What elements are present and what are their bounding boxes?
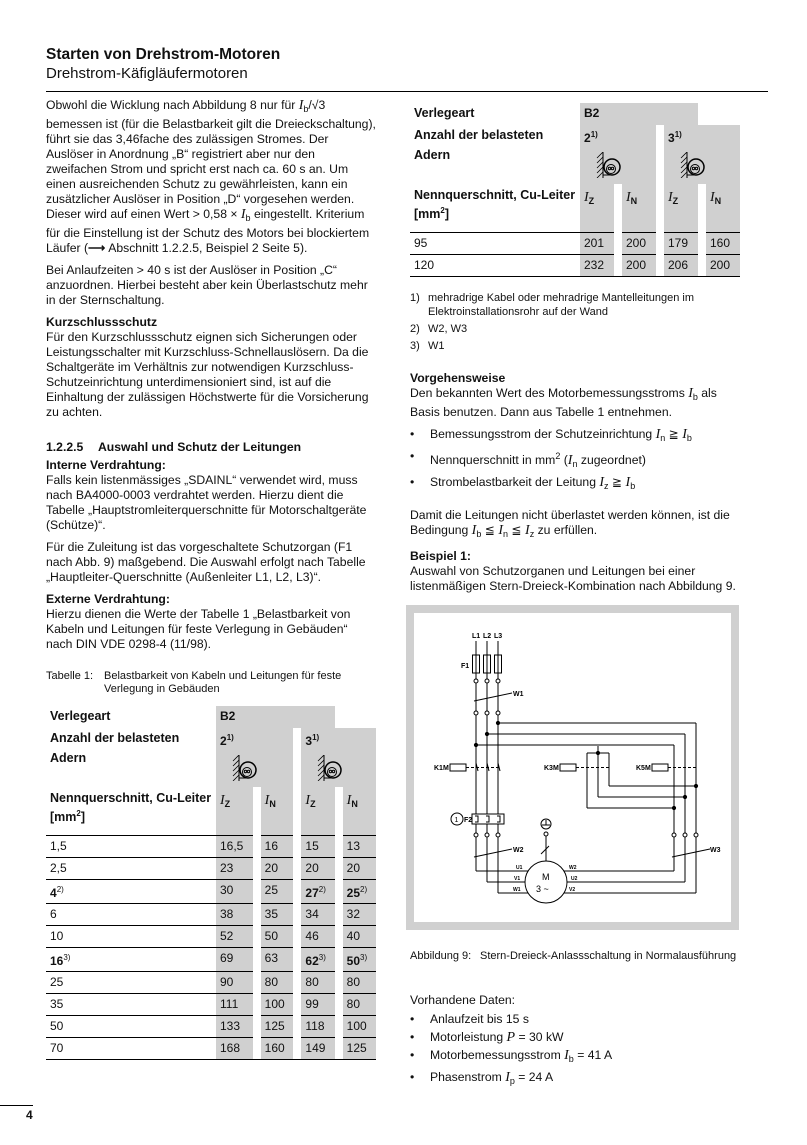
kurzschluss-heading: Kurzschlussschutz — [46, 315, 158, 329]
list-item: • Motorbemessungsstrom $I_b = 41$ A — [410, 1048, 613, 1064]
label-k1m: K1M — [434, 765, 449, 772]
footnote: 3) W1 — [410, 339, 445, 352]
star-delta-circuit-diagram — [406, 605, 739, 930]
intro-paragraph: Obwohl die Wicklung nach Abbildung 8 nur für $I_b/√3$ bemessen ist (für die Belastbarkeit gilt die Dreieckschaltung), führt sie das 3,46fache des zulässigen Stromes. Der Auslöser in Anordnung „B“ registriert aber nur den zweifachen Strom und spricht erst nach ca. 60 s an. Um einen ausreichenden Schutz zu gewährleisten, kann ein zusätzlicher Auslöser in Position „D“ vorgesehen werden. Dieser wird auf einen Wert > $0,58 \times I_b$ eingestellt. Kriterium für die Einstellung ist der Schutz des Motors bei blockiertem Läufer (⟶ Abschnitt 1.2.2.5, Beispiel 2 Seite 5). — [46, 98, 376, 255]
value-cell: 40 — [343, 925, 376, 947]
cross-section-cell: 70 — [46, 1037, 216, 1059]
extern-paragraph: Hierzu dienen die Werte der Tabelle 1 „Belastbarkeit von Kabeln und Leitungen für feste Verlegung in Gebäuden“ nach DIN VDE 0298-4 (11/98). — [46, 607, 351, 651]
value-cell: 80 — [343, 993, 376, 1015]
page-number: 4 — [26, 1108, 33, 1122]
value-cell: 20 — [343, 857, 376, 879]
value-cell: 15 — [301, 835, 334, 857]
terminal-u2: U2 — [571, 876, 578, 882]
value-cell: 46 — [301, 925, 334, 947]
header-row-adern: Anzahl der belasteten Adern 2$^{1)}$ 3$^{1)}$ — [46, 728, 376, 787]
footnote: 2) W2, W3 — [410, 322, 468, 335]
header-row-nenn: Nennquerschnitt, Cu-Leiter $[mm^2]$ $I_Z$ $I_N$ $I_Z$ $I_N$ — [46, 787, 376, 835]
value-cell: 25$^{2)}$ — [343, 879, 376, 903]
cross-section-cell: 35 — [46, 993, 216, 1015]
list-item: • Phasenstrom $I_p = 24$ A — [410, 1070, 554, 1086]
table-row — [46, 857, 376, 879]
arrow-right-icon: ⟶ — [88, 241, 106, 255]
value-cell: 200 — [622, 254, 656, 276]
value-cell: 133 — [216, 1015, 253, 1037]
header-row-verlegeart: Verlegeart B2 — [46, 706, 376, 728]
value-cell: 90 — [216, 971, 253, 993]
header-row-verlegeart: Verlegeart B2 — [410, 103, 740, 125]
procedure-list — [410, 427, 740, 494]
value-cell: 100 — [261, 993, 294, 1015]
footnotes — [410, 291, 740, 353]
cross-section-cell: 2,5 — [46, 857, 216, 879]
value-cell: 32 — [343, 903, 376, 925]
label-motor-phase: 3 ~ — [536, 884, 549, 894]
value-cell: 13 — [343, 835, 376, 857]
cable-wall-icon — [230, 755, 289, 787]
label-l1: L1 — [472, 633, 481, 640]
table-row — [46, 1037, 376, 1059]
page-title: Starten von Drehstrom-Motoren — [46, 46, 281, 63]
terminal-w2: W2 — [569, 865, 577, 871]
value-cell: 125 — [261, 1015, 294, 1037]
list-item: • Nennquerschnitt in $mm^2$ ($I_n$ zugeordnet) — [410, 448, 646, 469]
label-w2: W2 — [513, 847, 524, 854]
footnote: 1) mehradrige Kabel oder mehradrige Mantelleitungen im Elektroinstallationsrohr auf der Wand — [410, 291, 694, 318]
value-cell: 200 — [622, 232, 656, 254]
list-item: • Strombelastbarkeit der Leitung $I_z$ ≧ $I_b$ — [410, 474, 636, 491]
label-l3: L3 — [494, 633, 503, 640]
table-caption: Tabelle 1: Belastbarkeit von Kabeln und Leitungen für feste Verlegung in Gebäuden — [46, 670, 342, 695]
cross-section-cell: 6 — [46, 903, 216, 925]
daten-list — [410, 1012, 740, 1089]
label-w3: W3 — [710, 847, 721, 854]
value-cell: 149 — [301, 1037, 334, 1059]
kurzschluss-paragraph: Für den Kurzschlussschutz eignen sich Sicherungen oder Leistungsschalter mit Kurzschluss-Schnellauslösern. Da die Schaltgeräte im Verhältnis zur notwendigen Kurzschluss-Schutzeinrichtung unterdimensioniert sind, ist auf die Einhaltung der zulässigen Höchstwerte für die Vorsicherung zu achten. — [46, 330, 369, 419]
value-cell: 80 — [343, 971, 376, 993]
value-cell: 20 — [261, 857, 294, 879]
figure-caption: Abbildung 9: Stern-Dreieck-Anlassschaltung in Normalausführung — [410, 950, 737, 962]
cross-section-cell: 120 — [410, 254, 580, 276]
beispiel-paragraph: Auswahl von Schutzorganen und Leitungen bei einer listenmäßigen Stern-Dreieck-Kombination nach Abbildung 9. — [410, 563, 736, 593]
label-f2: F2 — [464, 817, 473, 824]
terminal-v2: V2 — [569, 887, 576, 893]
value-cell: 160 — [261, 1037, 294, 1059]
value-cell: 16,5 — [216, 835, 253, 857]
value-cell: 179 — [664, 232, 698, 254]
value-cell: 200 — [706, 254, 740, 276]
value-cell: 118 — [301, 1015, 334, 1037]
value-cell: 99 — [301, 993, 334, 1015]
label-w1: W1 — [513, 691, 524, 698]
label-f1: F1 — [461, 663, 470, 670]
value-cell: 30 — [216, 879, 253, 903]
value-cell: 35 — [261, 903, 294, 925]
value-cell: 20 — [301, 857, 334, 879]
daten-heading: Vorhandene Daten: — [410, 993, 516, 1007]
label-l2: L2 — [483, 633, 492, 640]
terminal-u1: U1 — [516, 865, 523, 871]
header-row-adern: Anzahl der belasteten Adern 2$^{1)}$ 3$^{1)}$ — [410, 125, 740, 184]
footer-divider — [0, 1105, 33, 1106]
cross-section-cell: 50 — [46, 1015, 216, 1037]
cross-section-cell: 10 — [46, 925, 216, 947]
terminal-w1: W1 — [513, 887, 521, 893]
value-cell: 52 — [216, 925, 253, 947]
value-cell: 50$^{3)}$ — [343, 947, 376, 971]
figure-and-data — [410, 950, 740, 1099]
cross-section-cell: 1,5 — [46, 835, 216, 857]
value-cell: 16 — [261, 835, 294, 857]
header-divider — [46, 91, 768, 92]
vorgehen-heading: Vorgehensweise — [410, 370, 506, 385]
section-heading: 1.2.2.5 Auswahl und Schutz der Leitungen — [46, 440, 302, 454]
list-item: • Anlaufzeit bis 15 s — [410, 1012, 529, 1026]
intern-paragraph: Falls kein listenmässiges „SDAINL“ verwendet wird, muss nach BA4000-0003 verdrahtet werden. Hierzu dient die Tabelle „Hauptstromleiterquerschnitte für Motorschaltgeräte (Schütze)“. — [46, 473, 367, 532]
page-subtitle: Drehstrom-Käfigläufermotoren — [46, 65, 248, 82]
table-row — [410, 232, 740, 254]
right-column — [410, 103, 740, 601]
table-row — [46, 879, 376, 903]
beispiel-heading: Beispiel 1: — [410, 548, 471, 563]
label-marker-1: 1 — [454, 817, 459, 824]
cross-section-cell: 4$^{2)}$ — [46, 879, 216, 903]
cable-capacity-table — [46, 706, 376, 1060]
value-cell: 201 — [580, 232, 614, 254]
value-cell: 25 — [261, 879, 294, 903]
table-row — [46, 971, 376, 993]
left-column — [46, 98, 376, 1060]
value-cell: 27$^{2)}$ — [301, 879, 334, 903]
value-cell: 63 — [261, 947, 294, 971]
extern-heading: Externe Verdrahtung: — [46, 592, 170, 606]
table-row — [46, 1015, 376, 1037]
cable-wall-icon — [678, 152, 736, 184]
damit-paragraph: Damit die Leitungen nicht überlastet werden können, ist die Bedingung $I_b$ ≦ $I_n$ ≦ $I_z$ zu erfüllen. — [410, 507, 730, 539]
cross-section-cell: 95 — [410, 232, 580, 254]
value-cell: 111 — [216, 993, 253, 1015]
zuleitung-paragraph: Für die Zuleitung ist das vorgeschaltete Schutzorgan (F1 nach Abb. 9) maßgebend. Die Auswahl erfolgt nach Tabelle „Hauptleiter-Querschnitte (Außenleiter L1, L2, L3)“. — [46, 540, 366, 584]
value-cell: 160 — [706, 232, 740, 254]
label-motor: M — [542, 872, 550, 882]
table-row — [46, 947, 376, 971]
value-cell: 80 — [301, 971, 334, 993]
table-row — [46, 993, 376, 1015]
table-row — [46, 835, 376, 857]
value-cell: 62$^{3)}$ — [301, 947, 334, 971]
value-cell: 80 — [261, 971, 294, 993]
list-item: • Motorleistung P = 30 kW — [410, 1030, 564, 1045]
value-cell: 125 — [343, 1037, 376, 1059]
value-cell: 69 — [216, 947, 253, 971]
cable-wall-icon — [315, 755, 372, 787]
cable-capacity-table-continued — [410, 103, 740, 277]
table-row — [46, 903, 376, 925]
cross-section-cell: 16$^{3)}$ — [46, 947, 216, 971]
value-cell: 50 — [261, 925, 294, 947]
cable-wall-icon — [594, 152, 652, 184]
intern-heading: Interne Verdrahtung: — [46, 458, 166, 472]
value-cell: 23 — [216, 857, 253, 879]
label-k3m: K3M — [544, 765, 559, 772]
table-row — [410, 254, 740, 276]
value-cell: 34 — [301, 903, 334, 925]
table-row — [46, 925, 376, 947]
header-row-nenn: Nennquerschnitt, Cu-Leiter $[mm^2]$ $I_Z$ $I_N$ $I_Z$ $I_N$ — [410, 184, 740, 232]
value-cell: 232 — [580, 254, 614, 276]
value-cell: 168 — [216, 1037, 253, 1059]
vorgehen-paragraph: Den bekannten Wert des Motorbemessungsstroms $I_b$ als Basis benutzen. Dann aus Tabelle 1 entnehmen. — [410, 385, 717, 419]
label-k5m: K5M — [636, 765, 651, 772]
anlauf-paragraph: Bei Anlaufzeiten > 40 s ist der Auslöser in Position „C“ anzuordnen. Hierbei besteht aber kein Überlastschutz mehr in der Sternschaltung. — [46, 263, 368, 307]
terminal-v1: V1 — [514, 876, 521, 882]
value-cell: 38 — [216, 903, 253, 925]
value-cell: 206 — [664, 254, 698, 276]
value-cell: 100 — [343, 1015, 376, 1037]
cross-section-cell: 25 — [46, 971, 216, 993]
list-item: • Bemessungsstrom der Schutzeinrichtung $I_n$ ≧ $I_b$ — [410, 426, 692, 443]
